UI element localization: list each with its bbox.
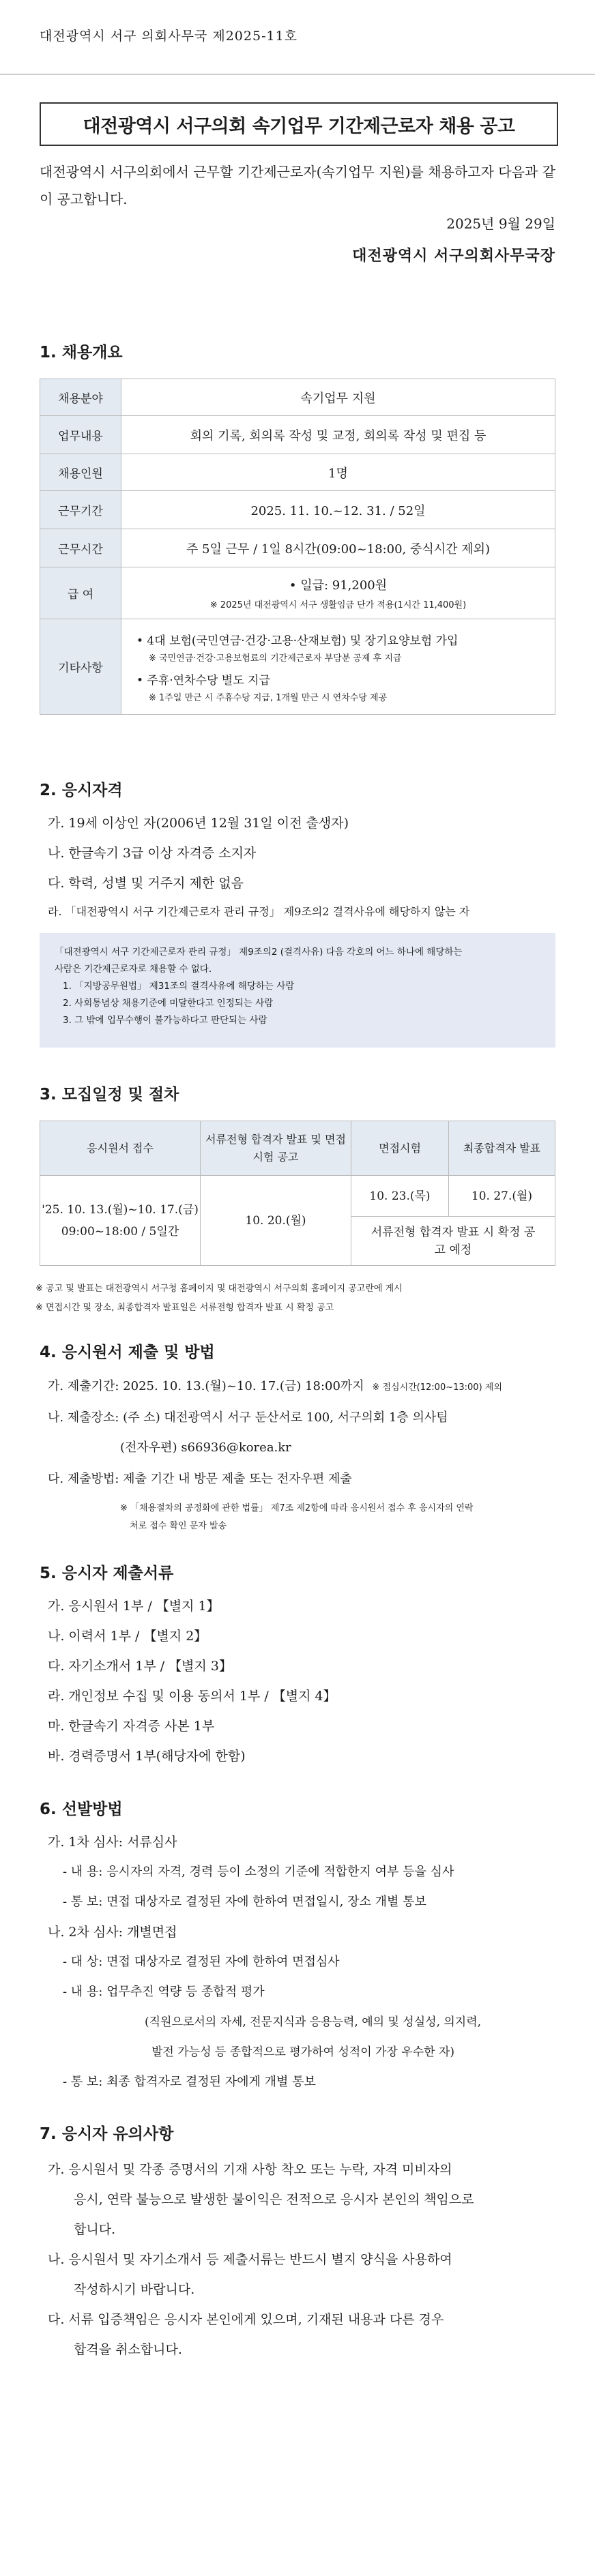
- row-value: [121, 619, 555, 715]
- table-header-row: [40, 1121, 555, 1176]
- list-item: 나. 2차 심사: 개별면접: [48, 1925, 177, 1940]
- box-line: 1. 「지방공무원법」 제31조의 결격사유에 해당하는 사람: [63, 981, 295, 992]
- list-item: 라. 「대전광역시 서구 기간제근로자 관리 규정」 제9조의2 결격사유에 해당하지 않는 자: [48, 905, 470, 918]
- apply-period-cell: [40, 1176, 201, 1266]
- list-item: 나. 한글속기 3급 이상 자격증 소지자: [48, 846, 257, 861]
- list-item: - 통 보: 최종 합격자로 결정된 자에게 개별 통보: [63, 2075, 316, 2089]
- etc-item: • 4대 보험(국민연금·건강·고용·산재보험) 및 장기요양보험 가입: [136, 634, 459, 648]
- header-cell: 응시원서 접수: [40, 1121, 201, 1176]
- list-item: 응시, 연락 불능으로 발생한 불이익은 전적으로 응시자 본인의 책임으로: [74, 2192, 474, 2207]
- submit-note: ※ 「채용절차의 공정화에 관한 법률」 제7조 제2항에 따라 응시원서 접수 후 응시자의 연락: [120, 1503, 474, 1513]
- header-cell: 최종합격자 발표: [449, 1121, 555, 1176]
- table-row: [40, 491, 555, 529]
- table-row: [40, 529, 555, 567]
- box-line: 사람은 기간제근로자로 채용할 수 없다.: [55, 964, 212, 975]
- list-item: 작성하시기 바랍니다.: [74, 2282, 195, 2297]
- final-cell: 10. 27.(월): [449, 1176, 555, 1217]
- list-item: 합격을 취소합니다.: [74, 2342, 182, 2357]
- disqualification-box: [40, 933, 555, 1048]
- list-item: [48, 1376, 502, 1394]
- row-label: 업무내용: [40, 416, 121, 454]
- section-4-heading: 4. 응시원서 제출 및 방법: [40, 1344, 215, 1361]
- header-cell: 서류전형 합격자 발표 및 면접시험 공고: [201, 1121, 351, 1176]
- schedule-note: ※ 공고 및 발표는 대전광역시 서구청 홈페이지 및 대전광역시 서구의회 홈페이지 공고란에 게시: [35, 1284, 403, 1294]
- submit-email: (전자우편) s66936@korea.kr: [120, 1440, 291, 1455]
- row-value: 속기업무 지원: [121, 379, 555, 416]
- table-row: [40, 379, 555, 416]
- list-item: 가. 19세 이상인 자(2006년 12월 31일 이전 출생자): [48, 816, 349, 831]
- list-item: - 내 용: 업무추진 역량 등 종합적 평가: [63, 1985, 265, 1999]
- schedule-table: [40, 1121, 555, 1266]
- row-label: 채용분야: [40, 379, 121, 416]
- submit-note: 처로 접수 확인 문자 발송: [130, 1521, 227, 1531]
- list-item: 다. 학력, 성별 및 거주지 제한 없음: [48, 876, 244, 891]
- list-item: - 통 보: 면접 대상자로 결정된 자에 한하여 면접일시, 장소 개별 통보: [63, 1895, 426, 1909]
- box-line: 2. 사회통념상 채용기준에 미달한다고 인정되는 사람: [63, 998, 274, 1009]
- submit-period: 가. 제출기간: 2025. 10. 13.(월)~10. 17.(금) 18:00까지: [48, 1379, 364, 1393]
- section-7-heading: 7. 응시자 유의사항: [40, 2125, 174, 2143]
- pay-value: • 일급: 91,200원: [289, 578, 388, 593]
- notice-date: 2025년 9월 29일: [446, 216, 555, 232]
- table-row: [40, 619, 555, 715]
- list-item: 다. 자기소개서 1부 / 【별지 3】: [48, 1659, 233, 1674]
- submit-period-note: ※ 점심시간(12:00~13:00) 제외: [372, 1382, 502, 1393]
- list-item: 발전 가능성 등 종합적으로 평가하여 성적이 가장 우수한 자): [151, 2045, 454, 2059]
- box-line: 3. 그 밖에 업무수행이 불가능하다고 판단되는 사람: [63, 1015, 267, 1026]
- header-bar: [0, 0, 595, 75]
- row-value: 2025. 11. 10.~12. 31. / 52일: [121, 491, 555, 529]
- row-value: 주 5일 근무 / 1일 8시간(09:00~18:00, 중식시간 제외): [121, 529, 555, 567]
- schedule-note: ※ 면접시간 및 장소, 최종합격자 발표일은 서류전형 합격자 발표 시 확정 공고: [35, 1303, 334, 1313]
- list-item: 바. 경력증명서 1부(해당자에 한함): [48, 1749, 246, 1764]
- etc-note: ※ 1주일 만근 시 주휴수당 지급, 1개월 만근 시 연차수당 제공: [149, 692, 388, 703]
- apply-hours: 09:00~18:00 / 5일간: [61, 1224, 179, 1239]
- pay-note: ※ 2025년 대전광역시 서구 생활임금 단가 적용(1시간 11,400원): [209, 600, 467, 610]
- list-item: 나. 제출장소: (주 소) 대전광역시 서구 둔산서로 100, 서구의회 1층 의사팀: [48, 1410, 448, 1425]
- page-title: 대전광역시 서구의회 속기업무 기간제근로자 채용 공고: [83, 115, 515, 137]
- list-item: (직원으로서의 자세, 전문지식과 응용능력, 예의 및 성실성, 의지력,: [145, 2015, 482, 2029]
- title-box: [40, 102, 558, 146]
- list-item: 나. 응시원서 및 자기소개서 등 제출서류는 반드시 별지 양식을 사용하여: [48, 2252, 452, 2267]
- section-3-heading: 3. 모집일정 및 절차: [40, 1086, 179, 1104]
- intro-text: 대전광역시 서구의회에서 근무할 기간제근로자(속기업무 지원)를 채용하고자 다음과 같이 공고합니다.: [40, 164, 555, 207]
- row-label: 채용인원: [40, 454, 121, 491]
- list-item: 합니다.: [74, 2222, 116, 2237]
- interview-cell: 10. 23.(목): [351, 1176, 449, 1217]
- row-label: 기타사항: [40, 619, 121, 715]
- list-item: - 내 용: 응시자의 자격, 경력 등이 소정의 기준에 적합한지 여부 등을 심사: [63, 1865, 454, 1879]
- list-item: 마. 한글속기 자격증 사본 1부: [48, 1719, 215, 1734]
- etc-note: ※ 국민연금·건강·고용보험료의 기간제근로자 부담분 공제 후 지급: [149, 653, 402, 664]
- document-number: 대전광역시 서구 의회사무국 제2025-11호: [40, 29, 298, 44]
- list-item: 가. 응시원서 및 각종 증명서의 기재 사항 착오 또는 누락, 자격 미비자의: [48, 2162, 452, 2177]
- list-item: - 대 상: 면접 대상자로 결정된 자에 한하여 면접심사: [63, 1955, 340, 1969]
- etc-item: • 주휴·연차수당 별도 지급: [136, 673, 270, 687]
- row-value: 1명: [121, 454, 555, 491]
- list-item: 가. 1차 심사: 서류심사: [48, 1835, 177, 1850]
- recruitment-overview-table: [40, 379, 555, 715]
- signer: 대전광역시 서구의회사무국장: [352, 247, 555, 265]
- row-value: 회의 기록, 회의록 작성 및 교정, 회의록 작성 및 편집 등: [121, 416, 555, 454]
- list-item: 나. 이력서 1부 / 【별지 2】: [48, 1629, 207, 1644]
- row-label: 근무기간: [40, 491, 121, 529]
- section-1-heading: 1. 채용개요: [40, 344, 123, 361]
- merged-note-cell: 서류전형 합격자 발표 시 확정 공고 예정: [351, 1217, 555, 1266]
- row-label: 급 여: [40, 567, 121, 619]
- section-5-heading: 5. 응시자 제출서류: [40, 1565, 174, 1582]
- row-label: 근무시간: [40, 529, 121, 567]
- table-row: [40, 1176, 555, 1217]
- doc-result-cell: 10. 20.(월): [201, 1176, 351, 1266]
- list-item: 가. 응시원서 1부 / 【별지 1】: [48, 1599, 220, 1614]
- list-item: 다. 서류 입증책임은 응시자 본인에게 있으며, 기재된 내용과 다른 경우: [48, 2312, 444, 2327]
- table-row: [40, 416, 555, 454]
- row-value: [121, 567, 555, 619]
- list-item: 다. 제출방법: 제출 기간 내 방문 제출 또는 전자우편 제출: [48, 1472, 352, 1486]
- table-row: [40, 567, 555, 619]
- box-line: 「대전광역시 서구 기간제근로자 관리 규정」 제9조의2 (결격사유) 다음 각호의 어느 하나에 해당하는: [55, 947, 463, 958]
- list-item: 라. 개인정보 수집 및 이용 동의서 1부 / 【별지 4】: [48, 1689, 336, 1704]
- section-2-heading: 2. 응시자격: [40, 782, 123, 799]
- table-row: [40, 454, 555, 491]
- section-6-heading: 6. 선발방법: [40, 1801, 123, 1818]
- apply-dates: '25. 10. 13.(월)~10. 17.(금): [42, 1202, 199, 1217]
- header-cell: 면접시험: [351, 1121, 449, 1176]
